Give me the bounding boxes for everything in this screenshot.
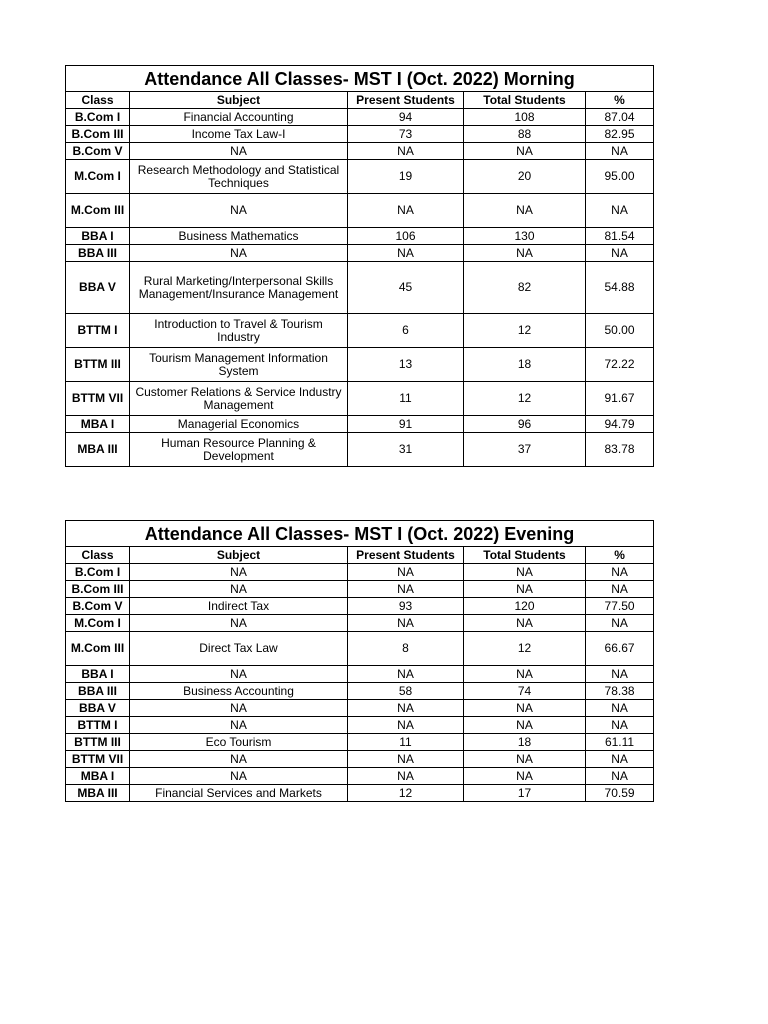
total-cell: 18 <box>464 348 586 382</box>
percent-cell: 70.59 <box>586 785 654 802</box>
table-row <box>66 416 654 433</box>
evening-table <box>65 520 654 802</box>
subject-cell: Rural Marketing/Interpersonal Skills Management/Insurance Management <box>130 262 348 314</box>
subject-cell: NA <box>130 564 348 581</box>
table-row <box>66 734 654 751</box>
subject-cell: Introduction to Travel & Tourism Industry <box>130 314 348 348</box>
table-row <box>66 262 654 314</box>
header-present-students: Present Students <box>348 92 464 109</box>
morning-rows <box>66 109 654 467</box>
total-cell: 96 <box>464 416 586 433</box>
class-cell: BBA III <box>66 245 130 262</box>
header-percent: % <box>586 92 654 109</box>
table-row <box>66 785 654 802</box>
table-row <box>66 700 654 717</box>
header-total-students: Total Students <box>464 92 586 109</box>
class-cell: BBA I <box>66 228 130 245</box>
percent-cell: 82.95 <box>586 126 654 143</box>
header-subject: Subject <box>130 92 348 109</box>
subject-cell: NA <box>130 666 348 683</box>
present-cell: NA <box>348 666 464 683</box>
table-row <box>66 314 654 348</box>
present-cell: NA <box>348 143 464 160</box>
table-row <box>66 581 654 598</box>
subject-cell: Financial Services and Markets <box>130 785 348 802</box>
present-cell: NA <box>348 581 464 598</box>
present-cell: 11 <box>348 382 464 416</box>
subject-cell: Eco Tourism <box>130 734 348 751</box>
percent-cell: 94.79 <box>586 416 654 433</box>
header-total-students: Total Students <box>464 547 586 564</box>
class-cell: MBA III <box>66 785 130 802</box>
percent-cell: NA <box>586 194 654 228</box>
table-row <box>66 615 654 632</box>
total-cell: NA <box>464 615 586 632</box>
subject-cell: Managerial Economics <box>130 416 348 433</box>
evening-rows <box>66 564 654 802</box>
class-cell: BBA V <box>66 700 130 717</box>
class-cell: B.Com V <box>66 598 130 615</box>
total-cell: 130 <box>464 228 586 245</box>
present-cell: 31 <box>348 433 464 467</box>
total-cell: 12 <box>464 382 586 416</box>
morning-attendance-table <box>65 65 653 467</box>
header-class: Class <box>66 92 130 109</box>
class-cell: BTTM III <box>66 348 130 382</box>
subject-cell: Direct Tax Law <box>130 632 348 666</box>
table-row <box>66 768 654 785</box>
subject-cell: Business Mathematics <box>130 228 348 245</box>
class-cell: BTTM VII <box>66 751 130 768</box>
table-row <box>66 245 654 262</box>
total-cell: 12 <box>464 314 586 348</box>
table-row <box>66 109 654 126</box>
subject-cell: Financial Accounting <box>130 109 348 126</box>
table-row <box>66 126 654 143</box>
present-cell: 11 <box>348 734 464 751</box>
table-row <box>66 683 654 700</box>
percent-cell: 77.50 <box>586 598 654 615</box>
class-cell: B.Com V <box>66 143 130 160</box>
class-cell: BTTM I <box>66 314 130 348</box>
present-cell: NA <box>348 245 464 262</box>
table-row <box>66 598 654 615</box>
present-cell: 106 <box>348 228 464 245</box>
total-cell: 108 <box>464 109 586 126</box>
evening-title-row <box>66 521 654 547</box>
subject-cell: Customer Relations & Service Industry Management <box>130 382 348 416</box>
class-cell: B.Com III <box>66 581 130 598</box>
class-cell: M.Com I <box>66 160 130 194</box>
percent-cell: 72.22 <box>586 348 654 382</box>
class-cell: M.Com III <box>66 632 130 666</box>
table-row <box>66 228 654 245</box>
class-cell: M.Com I <box>66 615 130 632</box>
present-cell: 6 <box>348 314 464 348</box>
subject-cell: Tourism Management Information System <box>130 348 348 382</box>
percent-cell: NA <box>586 700 654 717</box>
total-cell: NA <box>464 717 586 734</box>
table-row <box>66 666 654 683</box>
percent-cell: 50.00 <box>586 314 654 348</box>
total-cell: 88 <box>464 126 586 143</box>
evening-title: Attendance All Classes- MST I (Oct. 2022) Evening <box>66 521 654 547</box>
total-cell: NA <box>464 581 586 598</box>
subject-cell: NA <box>130 717 348 734</box>
present-cell: NA <box>348 768 464 785</box>
evening-attendance-table <box>65 520 653 802</box>
subject-cell: NA <box>130 581 348 598</box>
present-cell: 12 <box>348 785 464 802</box>
percent-cell: 81.54 <box>586 228 654 245</box>
present-cell: 45 <box>348 262 464 314</box>
subject-cell: NA <box>130 143 348 160</box>
total-cell: 20 <box>464 160 586 194</box>
subject-cell: Income Tax Law-I <box>130 126 348 143</box>
percent-cell: NA <box>586 581 654 598</box>
class-cell: B.Com III <box>66 126 130 143</box>
present-cell: NA <box>348 751 464 768</box>
total-cell: NA <box>464 751 586 768</box>
table-row <box>66 717 654 734</box>
subject-cell: Business Accounting <box>130 683 348 700</box>
percent-cell: NA <box>586 751 654 768</box>
class-cell: BBA V <box>66 262 130 314</box>
percent-cell: NA <box>586 666 654 683</box>
class-cell: BBA III <box>66 683 130 700</box>
total-cell: 17 <box>464 785 586 802</box>
present-cell: 93 <box>348 598 464 615</box>
present-cell: NA <box>348 615 464 632</box>
header-class: Class <box>66 547 130 564</box>
morning-header-row <box>66 92 654 109</box>
percent-cell: NA <box>586 143 654 160</box>
table-row <box>66 632 654 666</box>
percent-cell: NA <box>586 768 654 785</box>
class-cell: B.Com I <box>66 109 130 126</box>
header-percent: % <box>586 547 654 564</box>
present-cell: NA <box>348 194 464 228</box>
percent-cell: 54.88 <box>586 262 654 314</box>
class-cell: BTTM VII <box>66 382 130 416</box>
subject-cell: NA <box>130 194 348 228</box>
total-cell: NA <box>464 143 586 160</box>
present-cell: NA <box>348 700 464 717</box>
table-row <box>66 160 654 194</box>
present-cell: 58 <box>348 683 464 700</box>
percent-cell: NA <box>586 615 654 632</box>
morning-title: Attendance All Classes- MST I (Oct. 2022) Morning <box>66 66 654 92</box>
evening-header-row <box>66 547 654 564</box>
present-cell: NA <box>348 564 464 581</box>
percent-cell: NA <box>586 564 654 581</box>
percent-cell: 61.11 <box>586 734 654 751</box>
percent-cell: 87.04 <box>586 109 654 126</box>
class-cell: BBA I <box>66 666 130 683</box>
total-cell: NA <box>464 768 586 785</box>
table-row <box>66 143 654 160</box>
table-row <box>66 564 654 581</box>
percent-cell: 78.38 <box>586 683 654 700</box>
total-cell: 18 <box>464 734 586 751</box>
table-row <box>66 194 654 228</box>
subject-cell: NA <box>130 768 348 785</box>
morning-table <box>65 65 654 467</box>
total-cell: NA <box>464 666 586 683</box>
class-cell: M.Com III <box>66 194 130 228</box>
class-cell: MBA III <box>66 433 130 467</box>
total-cell: NA <box>464 245 586 262</box>
header-present-students: Present Students <box>348 547 464 564</box>
subject-cell: Indirect Tax <box>130 598 348 615</box>
percent-cell: 66.67 <box>586 632 654 666</box>
total-cell: NA <box>464 194 586 228</box>
percent-cell: NA <box>586 717 654 734</box>
percent-cell: 95.00 <box>586 160 654 194</box>
table-row <box>66 348 654 382</box>
present-cell: 94 <box>348 109 464 126</box>
morning-title-row <box>66 66 654 92</box>
table-row <box>66 751 654 768</box>
total-cell: 37 <box>464 433 586 467</box>
total-cell: 82 <box>464 262 586 314</box>
total-cell: 74 <box>464 683 586 700</box>
total-cell: 120 <box>464 598 586 615</box>
subject-cell: Human Resource Planning & Development <box>130 433 348 467</box>
total-cell: NA <box>464 700 586 717</box>
present-cell: NA <box>348 717 464 734</box>
total-cell: NA <box>464 564 586 581</box>
class-cell: BTTM III <box>66 734 130 751</box>
table-row <box>66 382 654 416</box>
subject-cell: NA <box>130 615 348 632</box>
subject-cell: NA <box>130 700 348 717</box>
percent-cell: 83.78 <box>586 433 654 467</box>
present-cell: 8 <box>348 632 464 666</box>
percent-cell: NA <box>586 245 654 262</box>
class-cell: BTTM I <box>66 717 130 734</box>
class-cell: B.Com I <box>66 564 130 581</box>
present-cell: 73 <box>348 126 464 143</box>
present-cell: 13 <box>348 348 464 382</box>
present-cell: 91 <box>348 416 464 433</box>
total-cell: 12 <box>464 632 586 666</box>
header-subject: Subject <box>130 547 348 564</box>
class-cell: MBA I <box>66 416 130 433</box>
class-cell: MBA I <box>66 768 130 785</box>
percent-cell: 91.67 <box>586 382 654 416</box>
table-row <box>66 433 654 467</box>
subject-cell: NA <box>130 751 348 768</box>
subject-cell: NA <box>130 245 348 262</box>
subject-cell: Research Methodology and Statistical Techniques <box>130 160 348 194</box>
present-cell: 19 <box>348 160 464 194</box>
